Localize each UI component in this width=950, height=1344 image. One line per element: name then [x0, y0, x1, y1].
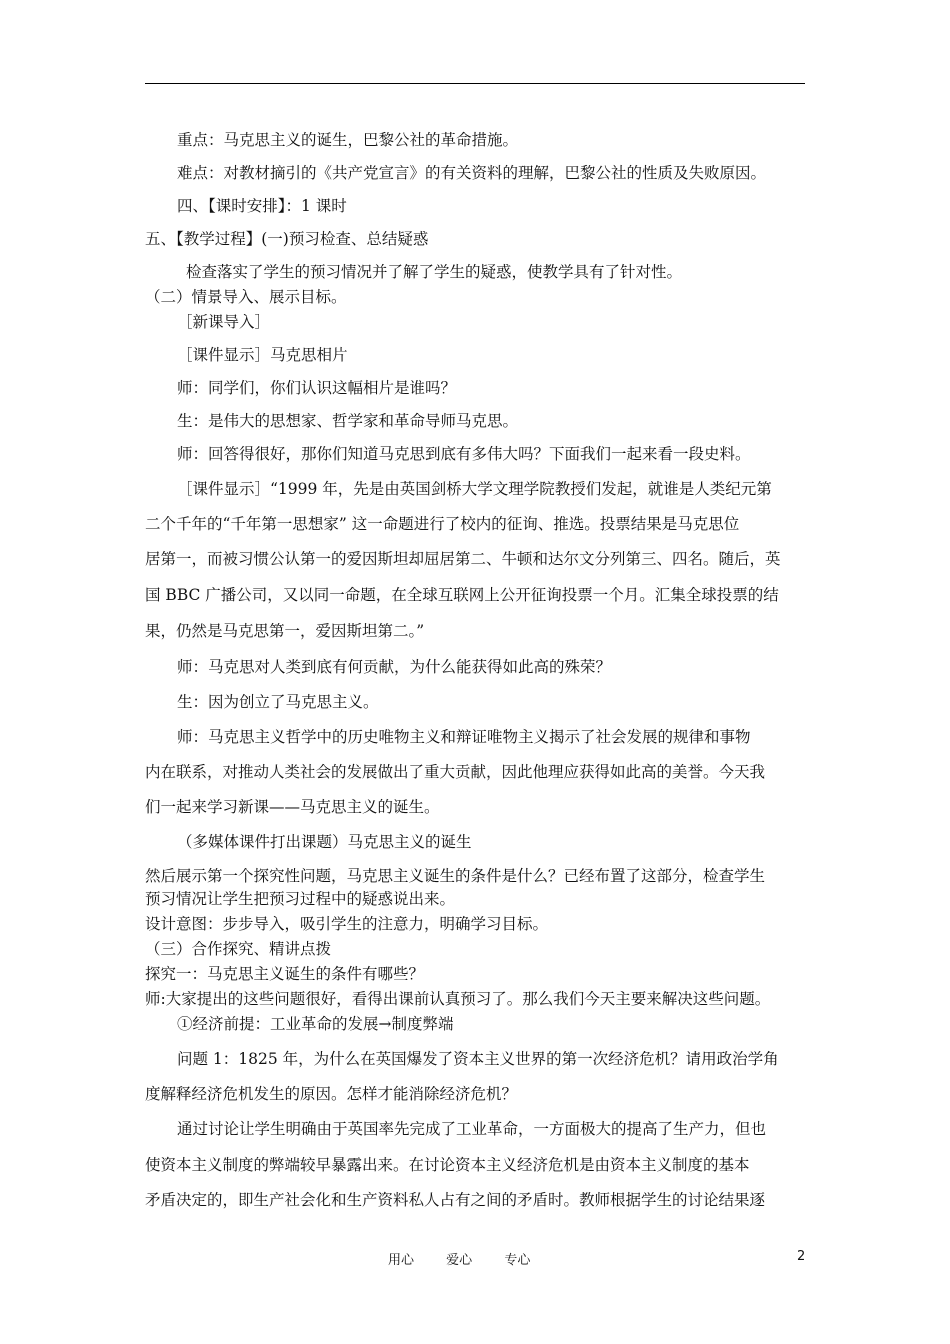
paragraph-line: 探究一：马克思主义诞生的条件有哪些？ — [145, 965, 425, 983]
quote-line: ［课件显示］“1999 年，先是由英国剑桥大学文理学院教授们发起，就谁是人类纪元第 — [177, 480, 772, 498]
question-line: 度解释经济危机发生的原因。怎样才能消除经济危机？ — [145, 1085, 518, 1103]
subsection-heading: （二）情景导入、展示目标。 — [145, 288, 347, 306]
dialogue-line: 生：是伟大的思想家、哲学家和革命导师马克思。 — [177, 412, 519, 430]
paragraph-line: 矛盾决定的，即生产社会化和生产资料私人占有之间的矛盾时。教师根据学生的讨论结果逐 — [145, 1191, 766, 1209]
paragraph-line: 内在联系，对推动人类社会的发展做出了重大贡献，因此他理应获得如此高的美誉。今天我 — [145, 763, 766, 781]
footer-motto — [388, 1249, 558, 1268]
paragraph-line: ［新课导入］ — [177, 313, 271, 331]
paragraph-line: 使资本主义制度的弊端较早暴露出来。在讨论资本主义经济危机是由资本主义制度的基本 — [145, 1156, 750, 1174]
footer-motto-item: 专心 — [504, 1253, 531, 1268]
subsection-heading: （三）合作探究、精讲点拨 — [145, 940, 332, 958]
paragraph-line: （多媒体课件打出课题）马克思主义的诞生 — [177, 833, 472, 851]
section-four-heading: 四、【课时安排】：1 课时 — [177, 197, 347, 215]
quote-line: 国 BBC 广播公司，又以同一命题，在全球互联网上公开征询投票一个月。汇集全球投票的结 — [145, 586, 779, 604]
dialogue-line: 生：因为创立了马克思主义。 — [177, 693, 379, 711]
paragraph-line: 通过讨论让学生明确由于英国率先完成了工业革命，一方面极大的提高了生产力，但也 — [177, 1120, 767, 1138]
section-five-heading: 五、【教学过程】(一)预习检查、总结疑惑 — [145, 230, 429, 248]
dialogue-line: 师：同学们，你们认识这幅相片是谁吗？ — [177, 379, 457, 397]
paragraph-line: 设计意图：步步导入，吸引学生的注意力，明确学习目标。 — [145, 915, 549, 933]
question-line: 问题 1：1825 年，为什么在英国爆发了资本主义世界的第一次经济危机？请用政治学角 — [177, 1050, 779, 1068]
paragraph-line: 预习情况让学生把预习过程中的疑惑说出来。 — [145, 890, 456, 908]
difficulty-line: 难点：对教材摘引的《共产党宣言》的有关资料的理解，巴黎公社的性质及失败原因。 — [177, 164, 767, 182]
paragraph-line: 们一起来学习新课——马克思主义的诞生。 — [145, 798, 440, 816]
dialogue-line: 师：马克思主义哲学中的历史唯物主义和辩证唯物主义揭示了社会发展的规律和事物 — [177, 728, 751, 746]
paragraph-line: 检查落实了学生的预习情况并了解了学生的疑惑，使教学具有了针对性。 — [186, 263, 683, 281]
footer-motto-item: 用心 — [388, 1253, 415, 1268]
key-point-line: 重点：马克思主义的诞生，巴黎公社的革命措施。 — [177, 131, 519, 149]
paragraph-line: ①经济前提：工业革命的发展→制度弊端 — [177, 1015, 454, 1033]
footer-motto-item: 爱心 — [446, 1253, 473, 1268]
dialogue-line: 师：马克思对人类到底有何贡献，为什么能获得如此高的殊荣？ — [177, 658, 612, 676]
quote-line: 居第一，而被习惯公认第一的爱因斯坦却屈居第二、牛顿和达尔文分列第三、四名。随后，英 — [145, 550, 781, 568]
paragraph-line: 师:大家提出的这些问题很好，看得出课前认真预习了。那么我们今天主要来解决这些问题。 — [145, 990, 771, 1008]
quote-line: 二个千年的“千年第一思想家” 这一命题进行了校内的征询、推选。投票结果是马克思位 — [145, 515, 740, 533]
header-rule — [145, 83, 805, 84]
paragraph-line: 然后展示第一个探究性问题，马克思主义诞生的条件是什么？已经布置了这部分，检查学生 — [145, 867, 766, 885]
quote-line: 果，仍然是马克思第一，爱因斯坦第二。” — [145, 622, 425, 640]
page-number: 2 — [797, 1249, 806, 1264]
dialogue-line: 师：回答得很好，那你们知道马克思到底有多伟大吗？下面我们一起来看一段史料。 — [177, 445, 751, 463]
paragraph-line: ［课件显示］马克思相片 — [177, 346, 348, 364]
